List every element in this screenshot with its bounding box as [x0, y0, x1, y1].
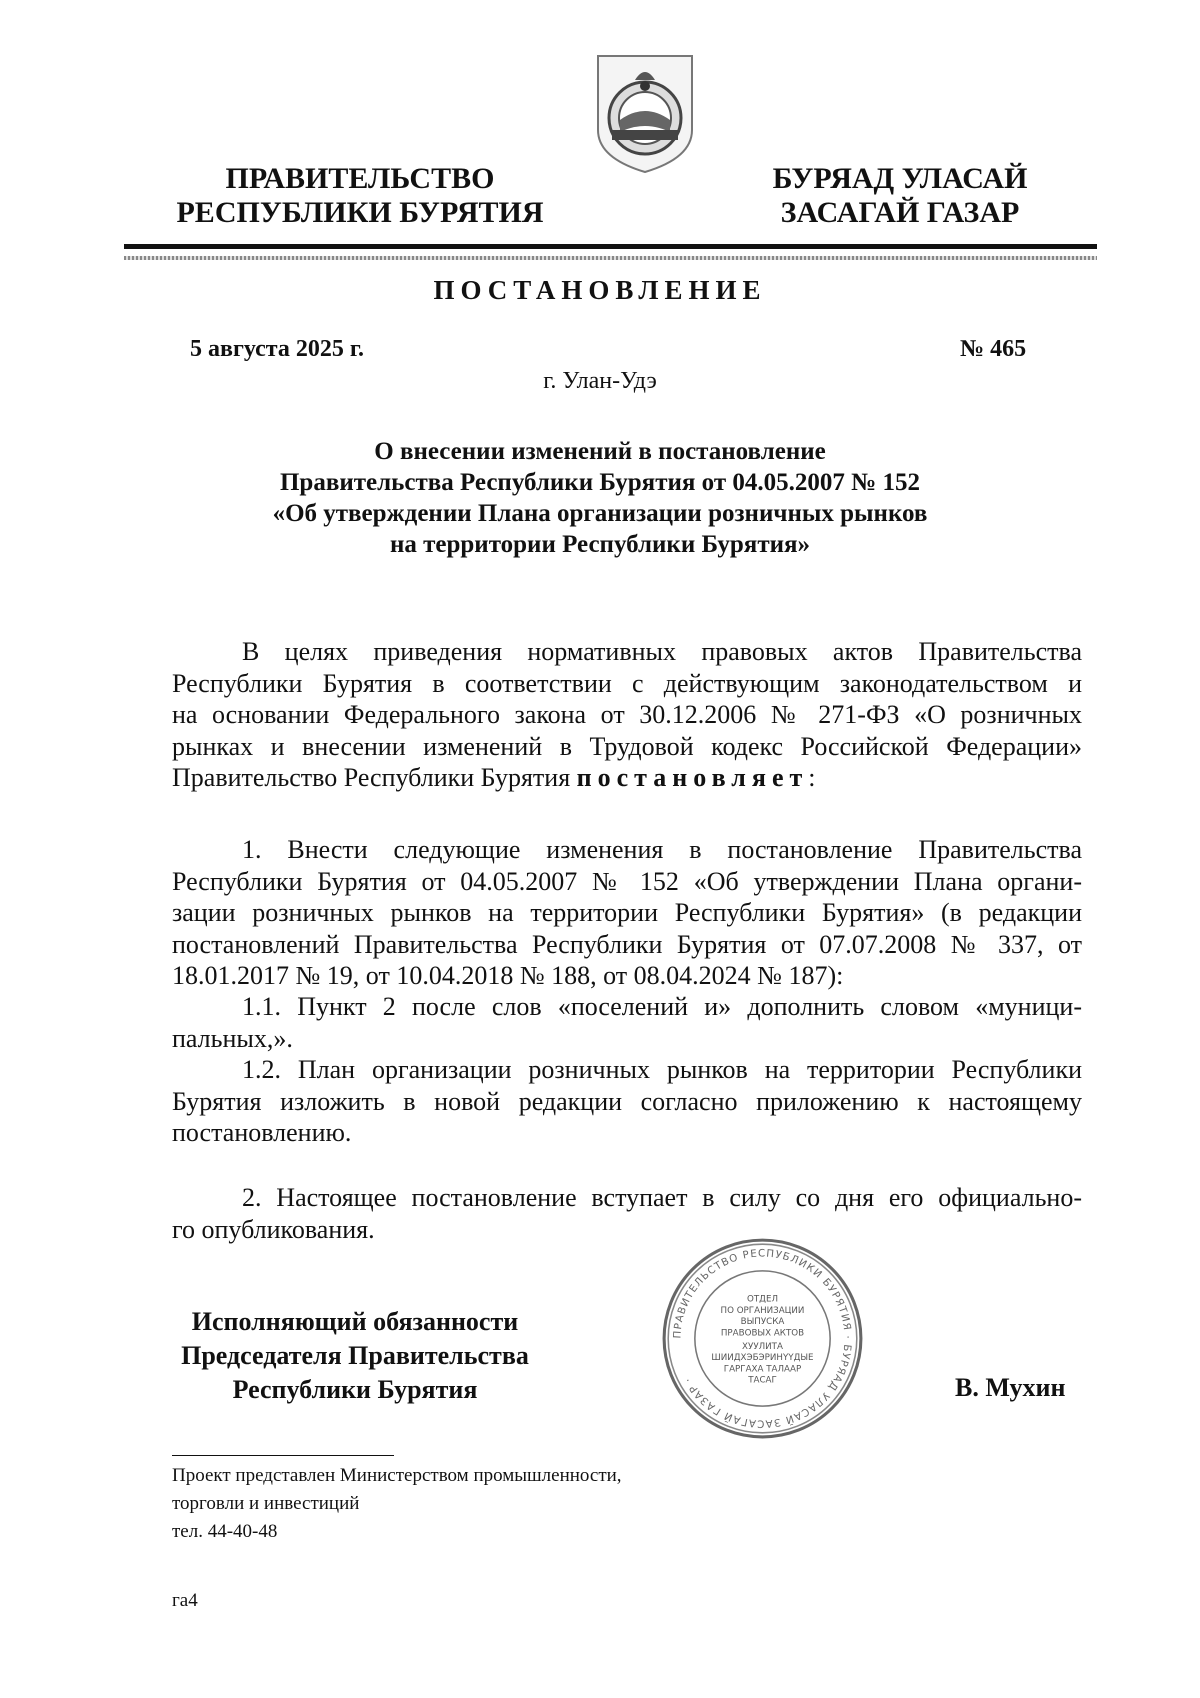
- signatory-title-line: Председателя Правительства: [181, 1341, 529, 1370]
- official-seal: [660, 1236, 865, 1441]
- item-2-line: 2. Настоящее постановление вступает в силу со дня его официально-: [242, 1183, 1082, 1212]
- signatory-title-line: Республики Бурятия: [232, 1375, 478, 1404]
- item-1-2-paragraph: [172, 1054, 1082, 1149]
- preamble-line: на основании Федерального закона от 30.12.2006 № 271-ФЗ «О розничных: [172, 700, 1082, 729]
- document-number: № 465: [960, 336, 1027, 362]
- seal-center-line: ВЫПУСКА: [740, 1317, 785, 1328]
- header-left-line2: РЕСПУБЛИКИ БУРЯТИЯ: [176, 196, 544, 229]
- document-city: г. Улан-Удэ: [543, 368, 657, 394]
- item-2-line: го опубликования.: [172, 1214, 375, 1244]
- subject-line: О внесении изменений в постановление: [374, 438, 826, 465]
- subject-line: на территории Республики Бурятия»: [389, 531, 811, 558]
- seal-center-line: ПРАВОВЫХ АКТОВ: [720, 1328, 805, 1339]
- item-1-2-line: Бурятия изложить в новой редакции согласно приложению к настоящему: [172, 1086, 1082, 1116]
- header-left: [160, 162, 560, 230]
- seal-ring-text: ПРАВИТЕЛЬСТВО РЕСПУБЛИКИ БУРЯТИЯ · БУРЯАД УЛАСАЙ ЗАСАГАЙ ГАЗАР ·: [671, 1247, 854, 1430]
- footnote-line: Проект представлен Министерством промышленности,: [172, 1465, 622, 1486]
- footnote-line: торговли и инвестиций: [172, 1493, 360, 1514]
- subject-line: «Об утверждении Плана организации розничных рынков: [272, 500, 928, 527]
- item-1-1-line: пальных,».: [172, 1023, 293, 1053]
- preamble-line: В целях приведения нормативных правовых актов Правительства: [242, 637, 1082, 666]
- item-1-1-paragraph: [172, 991, 1082, 1054]
- footnote: [172, 1462, 622, 1546]
- subject-line: Правительства Республики Бурятия от 04.05.2007 № 152: [279, 469, 920, 496]
- item-1-line: постановлений Правительства Республики Бурятия от 07.07.2008 № 337, от: [172, 929, 1082, 959]
- item-1-line: 18.01.2017 № 19, от 10.04.2018 № 188, от 08.04.2024 № 187):: [172, 961, 844, 990]
- seal-center-line: ХУУЛИТА: [742, 1341, 783, 1352]
- item-1-paragraph: [172, 834, 1082, 992]
- preamble-paragraph: [172, 636, 1082, 794]
- preamble-last-suffix: :: [808, 763, 816, 792]
- item-1-line: зации розничных рынков на территории Республики Бурятия» (в редакции: [172, 898, 1082, 927]
- document-subject: [160, 436, 1040, 560]
- header-rule-thick: [124, 244, 1097, 249]
- preamble-line: рынках и внесении изменений в Трудовой кодекс Российской Федерации»: [172, 731, 1082, 761]
- preamble-line: Республики Бурятия в соответствии с действующим законодательством и: [172, 668, 1082, 698]
- item-1-1-line: 1.1. Пункт 2 после слов «поселений и» дополнить словом «муници-: [242, 992, 1082, 1021]
- preamble-last-prefix: Правительство Республики Бурятия: [172, 763, 577, 792]
- seal-center-line: ПО ОРГАНИЗАЦИИ: [720, 1305, 805, 1316]
- header-right: [740, 162, 1060, 230]
- decree-word: постановляет: [576, 763, 809, 792]
- footnote-line: тел. 44-40-48: [172, 1521, 278, 1542]
- seal-center-line: ГАРГАХА ТАЛААР: [723, 1364, 802, 1375]
- signatory-title-line: Исполняющий обязанности: [191, 1307, 519, 1336]
- coat-of-arms-emblem: [590, 50, 700, 175]
- item-1-2-line: постановлению.: [172, 1118, 352, 1147]
- header-rule-thin: [124, 256, 1097, 260]
- document-code: га4: [172, 1590, 198, 1611]
- seal-center-line: ОТДЕЛ: [746, 1294, 779, 1305]
- svg-text:ПРАВИТЕЛЬСТВО РЕСПУБЛИКИ БУРЯТ: [671, 1247, 853, 1429]
- preamble-last-line: [172, 762, 1082, 794]
- seal-center-line: ШИИДХЭБЭРИНҮҮДЫЕ: [711, 1353, 814, 1364]
- footnote-rule: [172, 1455, 394, 1456]
- document-date: 5 августа 2025 г.: [190, 336, 365, 362]
- signatory-name: В. Мухин: [955, 1373, 1066, 1402]
- item-2-paragraph: [172, 1182, 1082, 1245]
- item-1-2-line: 1.2. План организации розничных рынков на территории Республики: [242, 1055, 1082, 1084]
- seal-center-line: ТАСАГ: [748, 1375, 777, 1386]
- header-right-line1: БУРЯАД УЛАСАЙ: [772, 162, 1028, 195]
- item-1-line: 1. Внести следующие изменения в постановление Правительства: [242, 835, 1082, 864]
- item-1-line: Республики Бурятия от 04.05.2007 № 152 «Об утверждении Плана органи-: [172, 866, 1082, 896]
- header-right-line2: ЗАСАГАЙ ГАЗАР: [780, 196, 1020, 229]
- document-type-title: ПОСТАНОВЛЕНИЕ: [433, 275, 767, 305]
- signatory-title: [150, 1305, 560, 1407]
- header-left-line1: ПРАВИТЕЛЬСТВО: [225, 162, 495, 195]
